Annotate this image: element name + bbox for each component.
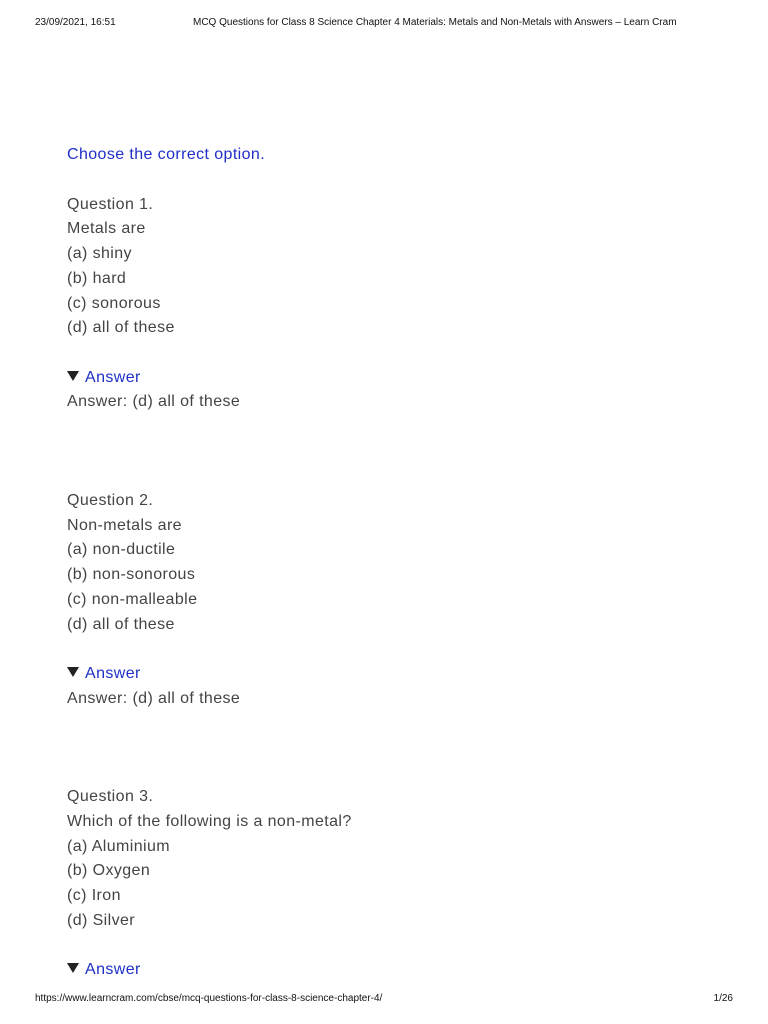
question-text: Non-metals are (67, 516, 182, 534)
question-1 (67, 193, 707, 415)
option-d: (d) Silver (67, 911, 136, 929)
question-2 (67, 489, 707, 711)
option-d: (d) all of these (67, 319, 175, 337)
question-number: Question 1. (67, 195, 154, 213)
print-page-title: MCQ Questions for Class 8 Science Chapter 4 Materials: Metals and Non-Metals with Answers – Learn Cram (193, 17, 677, 28)
answer-text: Answer: (d) all of these (67, 393, 241, 411)
option-a: (a) shiny (67, 245, 132, 263)
print-header (35, 17, 733, 31)
option-c: (c) non-malleable (67, 590, 198, 608)
question-text: Metals are (67, 220, 146, 238)
option-b: (b) hard (67, 269, 127, 287)
answer-toggle[interactable] (67, 662, 707, 687)
option-d: (d) all of these (67, 615, 175, 633)
question-number: Question 2. (67, 492, 154, 510)
answer-toggle-label: Answer (85, 664, 141, 682)
disclosure-triangle-down-icon (67, 667, 79, 677)
answer-toggle[interactable] (67, 366, 707, 391)
answer-text: Answer: (d) all of these (67, 689, 241, 707)
option-a: (a) non-ductile (67, 541, 176, 559)
disclosure-triangle-down-icon (67, 371, 79, 381)
option-c: (c) sonorous (67, 294, 161, 312)
intro-instruction: Choose the correct option. (67, 146, 266, 163)
article-content (67, 143, 707, 983)
option-b: (b) non-sonorous (67, 566, 196, 584)
print-url: https://www.learncram.com/cbse/mcq-questions-for-class-8-science-chapter-4/ (35, 993, 383, 1004)
spacer (67, 711, 707, 785)
option-b: (b) Oxygen (67, 862, 151, 880)
print-footer (35, 993, 733, 1007)
option-c: (c) Iron (67, 887, 121, 905)
answer-toggle[interactable] (67, 958, 707, 983)
disclosure-triangle-down-icon (67, 963, 79, 973)
spacer (67, 415, 707, 489)
print-datetime: 23/09/2021, 16:51 (35, 17, 116, 28)
answer-toggle-label: Answer (85, 368, 141, 386)
option-a: (a) Aluminium (67, 837, 171, 855)
answer-toggle-label: Answer (85, 961, 141, 979)
question-text: Which of the following is a non-metal? (67, 813, 352, 831)
print-page-number: 1/26 (713, 993, 733, 1004)
question-number: Question 3. (67, 788, 154, 806)
question-3 (67, 785, 707, 983)
